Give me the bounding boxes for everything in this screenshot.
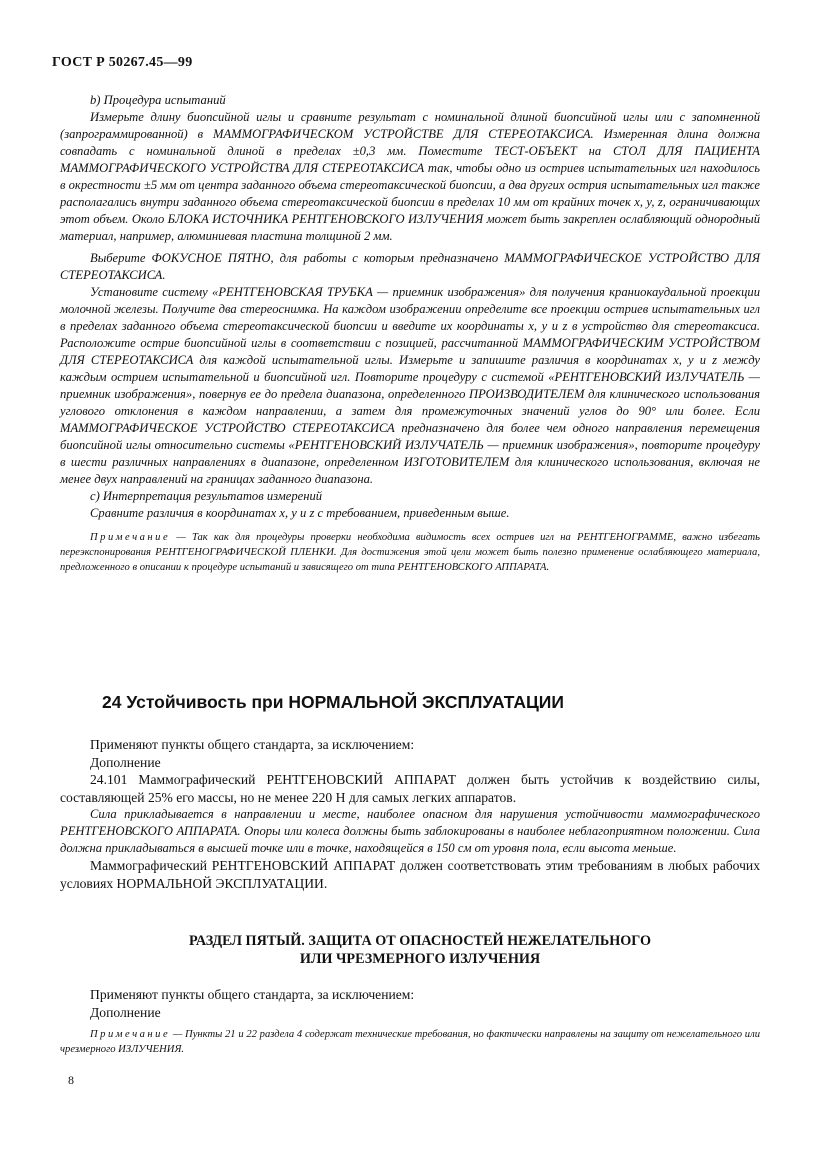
- interpretation-text: Сравните различия в координатах x, y и z с требованием, приведенным выше.: [90, 506, 510, 520]
- section-24-title: 24 Устойчивость при НОРМАЛЬНОЙ ЭКСПЛУАТАЦИИ: [102, 692, 564, 712]
- procedure-paragraph-2: Выберите ФОКУСНОЕ ПЯТНО, для работы с которым предназначено МАММОГРАФИЧЕСКОЕ УСТРОЙСТВО ДЛЯ СТЕРЕОТАКСИСА.: [60, 251, 760, 282]
- section-24-intro: Применяют пункты общего стандарта, за исключением:: [90, 737, 415, 752]
- section-5-title-line-1: РАЗДЕЛ ПЯТЫЙ. ЗАЩИТА ОТ ОПАСНОСТЕЙ НЕЖЕЛАТЕЛЬНОГО: [189, 933, 651, 949]
- section-5-addition: Дополнение: [90, 1004, 161, 1020]
- section-5-intro: Применяют пункты общего стандарта, за исключением:: [90, 987, 415, 1002]
- page-number: 8: [68, 1073, 74, 1087]
- note-2-label: Примечание: [90, 1029, 171, 1040]
- section-5-title-line-2: ИЛИ ЧРЕЗМЕРНОГО ИЗЛУЧЕНИЯ: [299, 951, 541, 967]
- procedure-section: [60, 92, 760, 575]
- note-1-text: — Так как для процедуры проверки необходима видимость всех остриев игл на РЕНТГЕНОГРАММЕ, важно избегать переэкспонирования РЕНТГЕНОГРАФИЧЕСКОЙ ПЛЕНКИ. Для достижения этой цели может быть полезно применение ослабляющего материала, предложенного в описании к процедуре испытаний и зависящего от типа РЕНТГЕНОВСКОГО АППАРАТА.: [60, 532, 760, 573]
- note-1: [60, 530, 760, 575]
- section-24-paragraph-1: 24.101 Маммографический РЕНТГЕНОВСКИЙ АППАРАТ должен быть устойчив к воздействию силы, составляющей 25% его массы, но не менее 220 Н для самых легких аппаратов.: [60, 772, 760, 805]
- note-1-label: Примечание: [90, 532, 171, 543]
- procedure-paragraph-1: Измерьте длину биопсийной иглы и сравните результат с номинальной длиной биопсийной иглы или с запомненной (запрограммированной) в МАММОГРАФИЧЕСКОМ УСТРОЙСТВЕ ДЛЯ СТЕРЕОТАКСИСА. Измеренная длина должна совпадать с номинальной длиной в пределах ±0,3 мм. Поместите ТЕСТ-ОБЪЕКТ на СТОЛ ДЛЯ ПАЦИЕНТА МАММОГРАФИЧЕСКОГО УСТРОЙСТВА ДЛЯ СТЕРЕОТАКСИСА так, чтобы одно из остриев испытательных игл находилось в окрестности ±5 мм от центра заданного объема стереотаксической биопсии, а два других острия испытательных игл также располагались внутри заданного объема стереотаксической биопсии в пределах 10 мм от крайних точек x, y, z, ограничивающих этот объем. Около БЛОКА ИСТОЧНИКА РЕНТГЕНОВСКОГО ИЗЛУЧЕНИЯ может быть закреплен ослабляющий однородный материал, например, алюминиевая пластина толщиной 2 мм.: [60, 110, 760, 243]
- section-24-paragraph-2: Сила прикладывается в направлении и месте, наиболее опасном для нарушения устойчивости маммографического РЕНТГЕНОВСКОГО АППАРАТА. Опоры или колеса должны быть заблокированы в наиболее неблагоприятном положении. Сила должна прикладываться в высшей точке или в точке, находящейся в 150 см от уровня пола, если высота меньше.: [60, 807, 760, 855]
- section-5-body: [60, 986, 760, 1057]
- note-2-text: — Пункты 21 и 22 раздела 4 содержат технические требования, но фактически направлены на защиту от нежелательного или чрезмерного ИЗЛУЧЕНИЯ.: [60, 1029, 760, 1055]
- section-24-body: [60, 736, 760, 892]
- document-header: ГОСТ Р 50267.45—99: [52, 55, 193, 70]
- procedure-heading: b) Процедура испытаний: [90, 93, 226, 107]
- section-5-title: [160, 932, 680, 968]
- note-2: [60, 1027, 760, 1057]
- section-24-paragraph-3: Маммографический РЕНТГЕНОВСКИЙ АППАРАТ должен соответствовать этим требованиям в любых рабочих условиях НОРМАЛЬНОЙ ЭКСПЛУАТАЦИИ.: [60, 858, 760, 891]
- interpretation-heading: c) Интерпретация результатов измерений: [90, 489, 323, 503]
- procedure-paragraph-3: Установите систему «РЕНТГЕНОВСКАЯ ТРУБКА — приемник изображения» для получения краниокаудальной проекции молочной железы. Получите два стереоснимка. На каждом изображении определите все проекции остриев испытательных игл в пределах заданного объема стереотаксической биопсии и введите их координаты x, y и z в устройство для стереотаксиса. Расположите острие биопсийной иглы в соответствии с позицией, рассчитанной МАММОГРАФИЧЕСКИМ УСТРОЙСТВОМ ДЛЯ СТЕРЕОТАКСИСА для каждой испытательной иглы. Измерьте и запишите различия в координатах x, y и z между каждым острием испытательной и биопсийной игл. Повторите процедуру с системой «РЕНТГЕНОВСКИЙ ИЗЛУЧАТЕЛЬ — приемник изображения», повернув ее до предела диапазона, определенного ПРОИЗВОДИТЕЛЕМ для клинического использования углового отклонения в каждом направлении, а затем для промежуточных значений углов до 90° или более. Если МАММОГРАФИЧЕСКОЕ УСТРОЙСТВО СТЕРЕОТАКСИСА предназначено для более чем одного направления перемещения биопсийной иглы относительно системы «РЕНТГЕНОВСКИЙ ИЗЛУЧАТЕЛЬ — приемник изображения», повторите процедуру в шести различных направлениях в диапазоне, определенном ИЗГОТОВИТЕЛЕМ для клинического использования, включая не менее двух направлений на границах заданного диапазона.: [60, 285, 760, 486]
- section-24-addition: Дополнение: [90, 754, 161, 770]
